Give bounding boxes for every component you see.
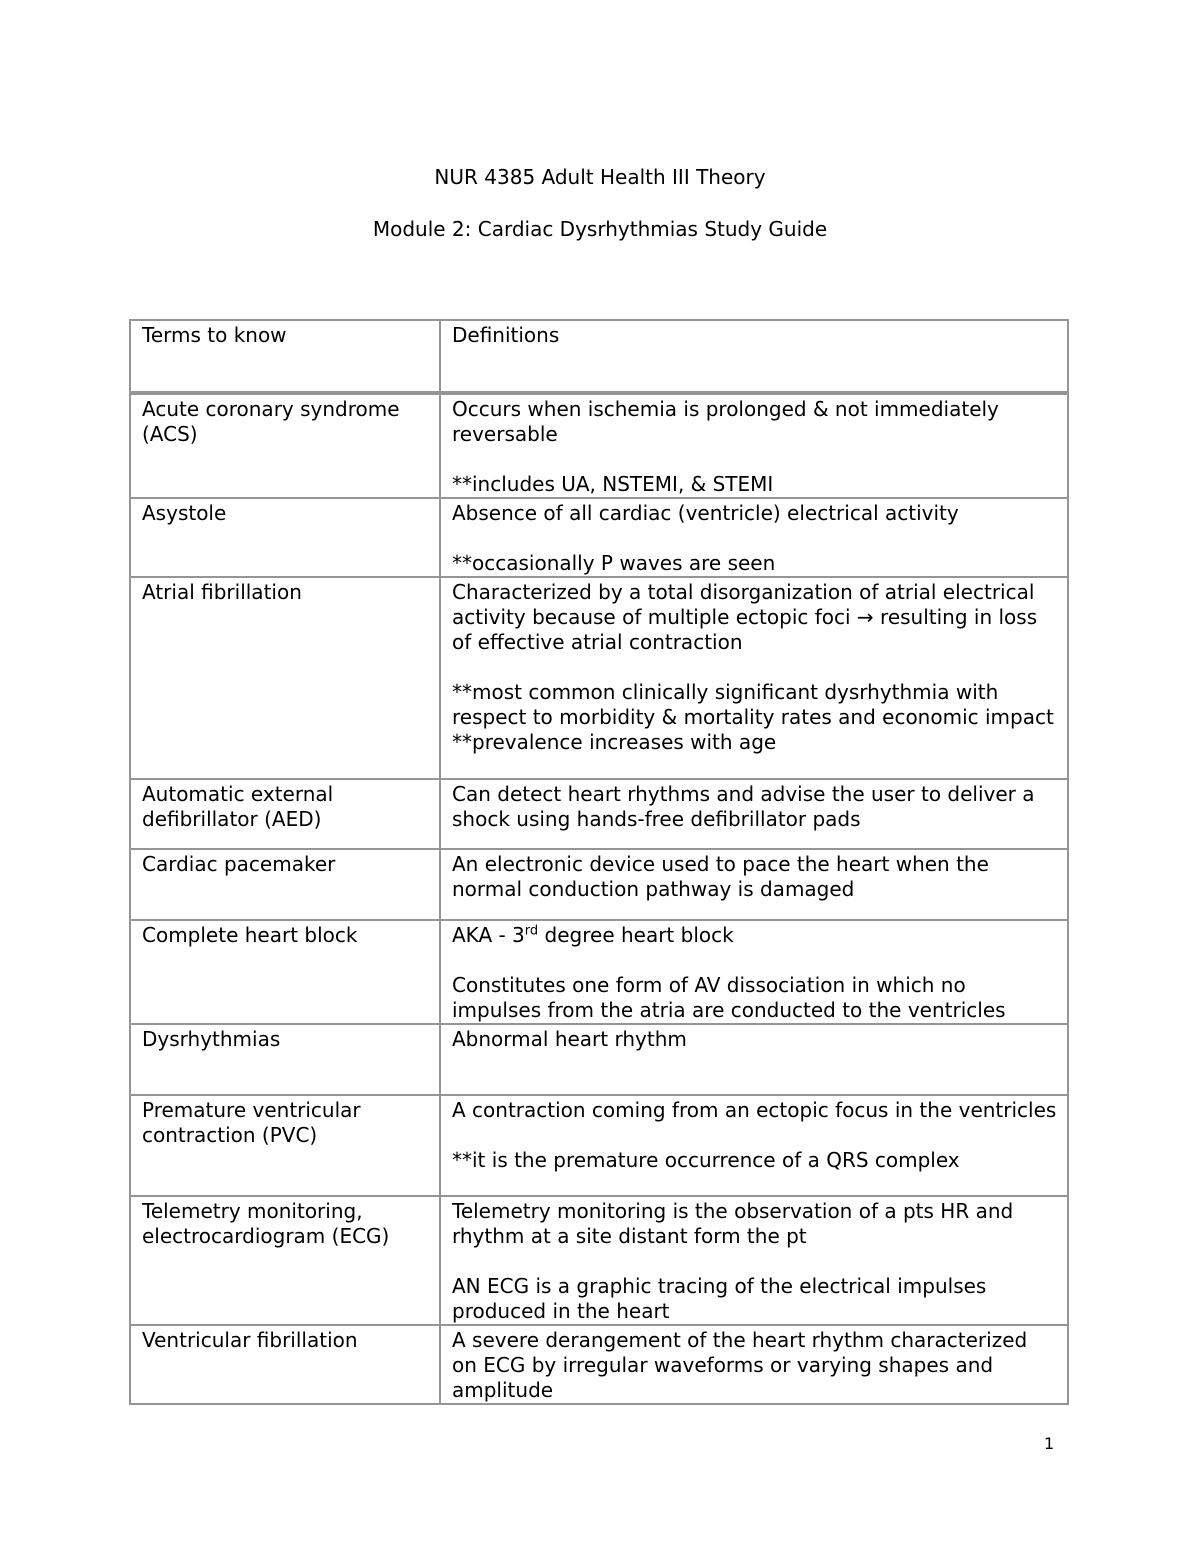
definition-line: Can detect heart rhythms and advise the user to deliver a shock using hands-free defibrillator pads (452, 782, 1035, 831)
term-cell: Automatic external defibrillator (AED) (130, 779, 440, 849)
definition-line: Characterized by a total disorganization of atrial electrical activity because of multiple ectopic foci → resulting in loss of effective atrial contraction (452, 580, 1038, 654)
definition-line: A severe derangement of the heart rhythm characterized on ECG by irregular waveforms or varying shapes and amplitude (452, 1328, 1028, 1402)
definition-line: Telemetry monitoring is the observation of a pts HR and rhythm at a site distant form the pt (452, 1199, 1014, 1248)
header-terms: Terms to know (130, 320, 440, 393)
table-row (130, 577, 1068, 779)
definition-line: A contraction coming from an ectopic focus in the ventricles (452, 1098, 1057, 1122)
term-cell: Complete heart block (130, 920, 440, 1024)
definition-cell (440, 498, 1068, 577)
term-cell: Dysrhythmias (130, 1024, 440, 1095)
definition-line: Abnormal heart rhythm (452, 1027, 687, 1051)
aka-text-rest: degree heart block (538, 923, 734, 947)
definition-line (452, 447, 1057, 472)
table-row (130, 1325, 1068, 1404)
table-row (130, 849, 1068, 920)
table-row (130, 1095, 1068, 1196)
table-row (130, 779, 1068, 849)
study-guide-table (129, 319, 1069, 1405)
definition-cell (440, 1095, 1068, 1196)
definition-line (452, 1123, 1057, 1148)
definition-line: **most common clinically significant dysrhythmia with respect to morbidity & mortality rates and economic impact (452, 680, 1054, 729)
aka-text: AKA - 3 (452, 923, 525, 947)
term-cell: Ventricular fibrillation (130, 1325, 440, 1404)
table-row (130, 393, 1068, 498)
definition-cell (440, 1325, 1068, 1404)
definition-line (452, 655, 1057, 680)
table-row (130, 1196, 1068, 1325)
definition-line: **it is the premature occurrence of a QRS complex (452, 1148, 960, 1172)
definition-cell (440, 393, 1068, 498)
definition-line: Constitutes one form of AV dissociation in which no impulses from the atria are conducted to the ventricles (452, 973, 1006, 1022)
term-cell: Cardiac pacemaker (130, 849, 440, 920)
definition-line: **occasionally P waves are seen (452, 551, 776, 575)
definition-line (452, 526, 1057, 551)
term-cell: Asystole (130, 498, 440, 577)
term-cell: Premature ventricular contraction (PVC) (130, 1095, 440, 1196)
definition-line: AN ECG is a graphic tracing of the electrical impulses produced in the heart (452, 1274, 987, 1323)
definition-line (452, 948, 1057, 973)
course-title: NUR 4385 Adult Health III Theory (434, 165, 766, 189)
term-cell: Telemetry monitoring, electrocardiogram (ECG) (130, 1196, 440, 1325)
definition-cell (440, 849, 1068, 920)
table-row (130, 498, 1068, 577)
module-title: Module 2: Cardiac Dysrhythmias Study Guide (372, 217, 828, 241)
page-number: 1 (1044, 1434, 1055, 1453)
definition-line: Absence of all cardiac (ventricle) electrical activity (452, 501, 959, 525)
definition-cell (440, 1024, 1068, 1095)
header-definitions: Definitions (440, 320, 1068, 393)
definition-line: **includes UA, NSTEMI, & STEMI (452, 472, 774, 496)
term-cell: Acute coronary syndrome (ACS) (130, 393, 440, 498)
table-header-row (130, 320, 1068, 393)
ordinal-suffix: rd (524, 923, 539, 939)
definition-cell (440, 577, 1068, 779)
definition-line: **prevalence increases with age (452, 730, 777, 754)
definition-cell (440, 779, 1068, 849)
definition-cell (440, 1196, 1068, 1325)
term-cell: Atrial fibrillation (130, 577, 440, 779)
definition-line (452, 923, 1057, 948)
definition-line (452, 1249, 1057, 1274)
definition-cell (440, 920, 1068, 1024)
definition-line: An electronic device used to pace the heart when the normal conduction pathway is damaged (452, 852, 989, 901)
table-row (130, 920, 1068, 1024)
definition-line: Occurs when ischemia is prolonged & not immediately reversable (452, 397, 999, 446)
table-row (130, 1024, 1068, 1095)
